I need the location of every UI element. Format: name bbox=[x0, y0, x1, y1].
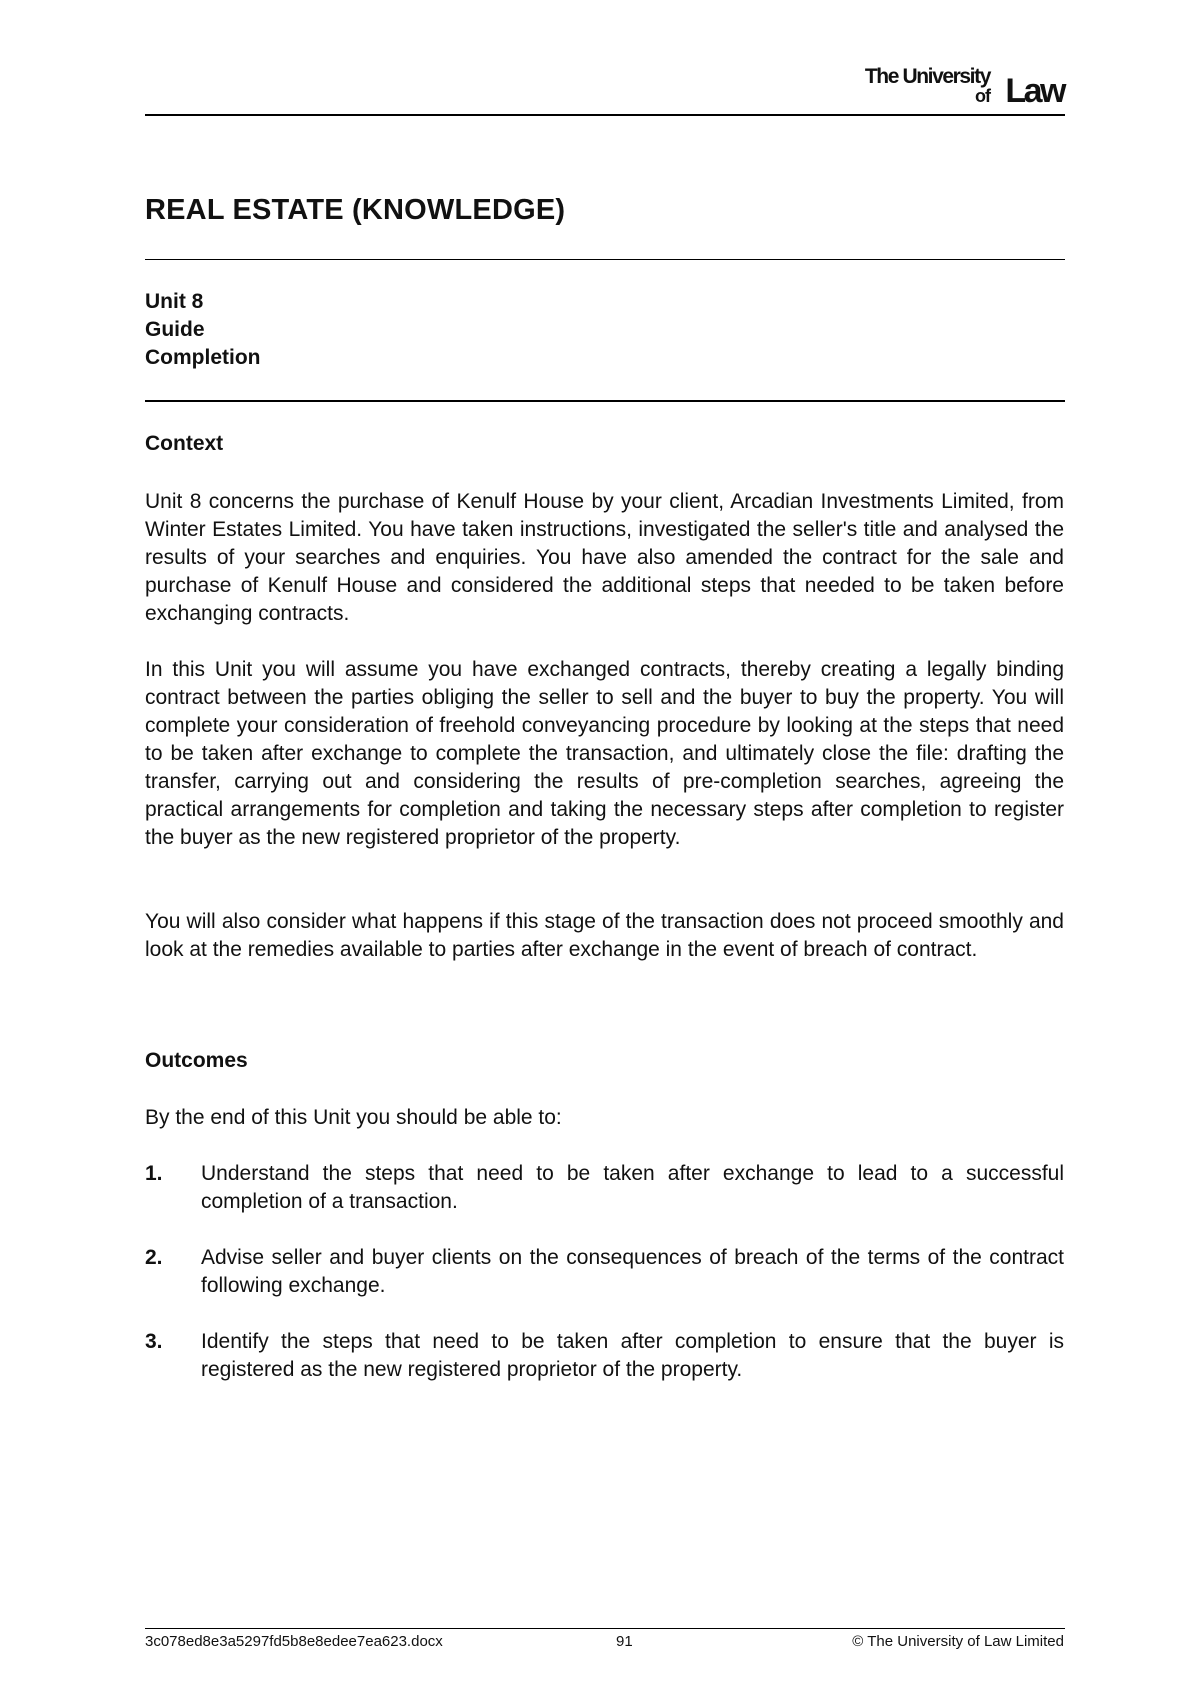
outcome-text: Understand the steps that need to be taken after exchange to lead to a successful completion of a transaction. bbox=[201, 1162, 1064, 1213]
context-paragraph-3: You will also consider what happens if this stage of the transaction does not proceed smoothly and look at the remedies available to parties after exchange in the event of breach of contract. bbox=[145, 910, 1064, 961]
footer-filename: 3c078ed8e3a5297fd5b8e8edee7ea623.docx bbox=[145, 1633, 443, 1650]
unit-number: Unit 8 bbox=[145, 290, 204, 313]
footer-page-number: 91 bbox=[616, 1633, 633, 1650]
footer-divider bbox=[145, 1628, 1065, 1629]
outcome-number: 3. bbox=[145, 1330, 163, 1353]
university-logo bbox=[858, 66, 1064, 108]
outcome-item bbox=[145, 1244, 1064, 1300]
outcomes-intro: By the end of this Unit you should be able to: bbox=[145, 1106, 562, 1129]
outcome-number: 1. bbox=[145, 1162, 163, 1185]
unit-name: Completion bbox=[145, 346, 261, 369]
unit-info bbox=[145, 288, 261, 372]
logo-line-3: Law bbox=[1005, 72, 1064, 110]
title-divider bbox=[145, 259, 1065, 260]
context-heading: Context bbox=[145, 432, 224, 455]
outcome-text: Advise seller and buyer clients on the consequences of breach of the terms of the contract following exchange. bbox=[201, 1246, 1064, 1297]
context-paragraph-2: In this Unit you will assume you have exchanged contracts, thereby creating a legally binding contract between the parties obliging the seller to sell and the buyer to buy the property. You will complete your consideration of freehold conveyancing procedure by looking at the steps that need to be taken after exchange to complete the transaction, and ultimately close the file: drafting the transfer, carrying out and considering the results of pre-completion searches, agreeing the practical arrangements for completion and taking the necessary steps after completion to register the buyer as the new registered proprietor of the property. bbox=[145, 658, 1064, 849]
outcome-number: 2. bbox=[145, 1246, 163, 1269]
logo-line-2: of bbox=[975, 86, 990, 106]
logo-line-1: The University bbox=[864, 65, 990, 88]
context-paragraph-1: Unit 8 concerns the purchase of Kenulf House by your client, Arcadian Investments Limited, from Winter Estates Limited. You have taken instructions, investigated the seller's title and analysed the results of your searches and enquiries. You have also amended the contract for the sale and purchase of Kenulf House and considered the additional steps that needed to be taken before exchanging contracts. bbox=[145, 490, 1064, 625]
unit-type: Guide bbox=[145, 318, 205, 341]
header-divider bbox=[145, 114, 1065, 116]
outcome-item bbox=[145, 1160, 1064, 1216]
unit-divider bbox=[145, 400, 1065, 402]
outcome-item bbox=[145, 1328, 1064, 1384]
outcome-text: Identify the steps that need to be taken after completion to ensure that the buyer is registered as the new registered proprietor of the property. bbox=[201, 1330, 1064, 1381]
document-title: REAL ESTATE (KNOWLEDGE) bbox=[145, 194, 566, 226]
outcomes-heading: Outcomes bbox=[145, 1049, 248, 1072]
footer-copyright: © The University of Law Limited bbox=[852, 1633, 1064, 1650]
